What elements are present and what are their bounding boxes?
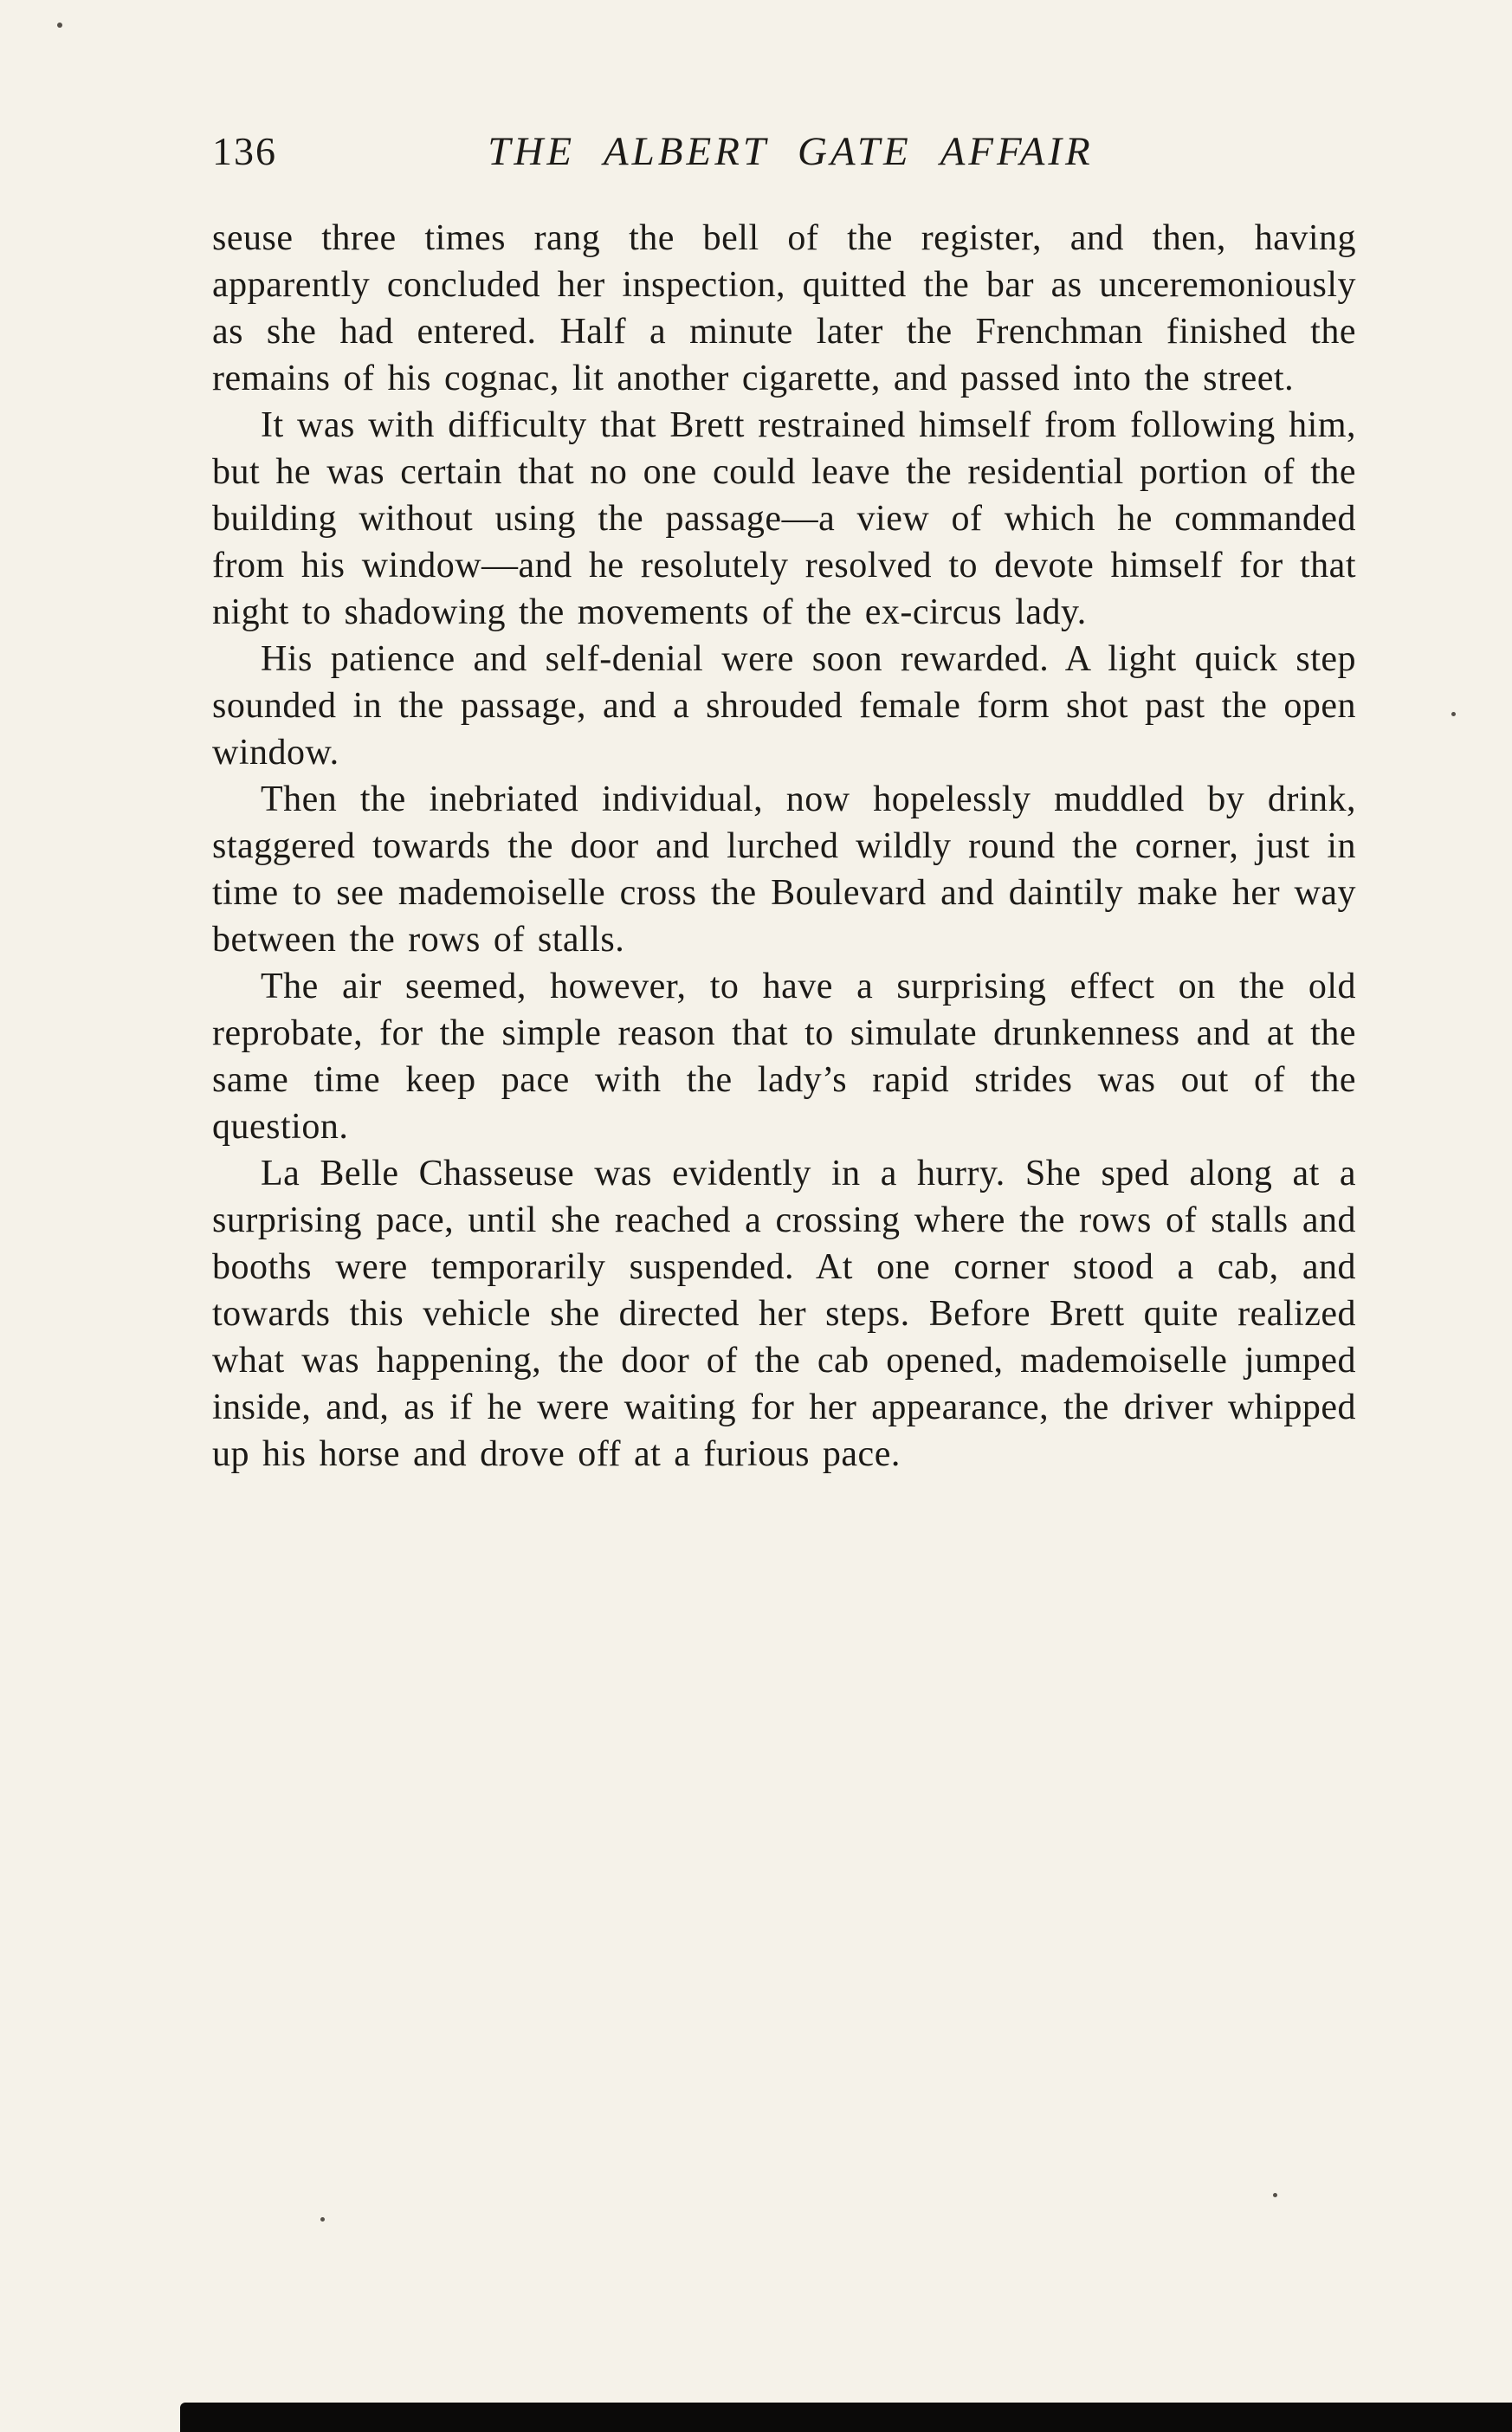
paragraph: It was with difficulty that Brett restrained himself from following him, but he was certain that no one could leave the residential portion of the building without using the passage—a view of which he commanded from his window—and he resolutely resolved to devote himself for that night to shadowing the movements of the ex-circus lady. bbox=[212, 405, 1356, 632]
paragraph: La Belle Chasseuse was evidently in a hurry. She sped along at a surprising pace, until she reached a crossing where the rows of stalls and booths were temporarily suspended. At one corner stood a cab, and towards this vehicle she directed her steps. Before Brett quite realized what was happening, the door of the cab opened, mademoiselle jumped inside, and, as if he were waiting for her appearance, the driver whipped up his horse and drove off at a furious pace. bbox=[212, 1154, 1356, 1474]
body-text bbox=[212, 215, 1356, 1478]
scan-speck bbox=[320, 2217, 325, 2222]
paragraph: Then the inebriated individual, now hopelessly muddled by drink, staggered towards the door and lurched wildly round the corner, just in time to see mademoiselle cross the Boulevard and daintily make her way between the rows of stalls. bbox=[212, 779, 1356, 960]
page-title: THE ALBERT GATE AFFAIR bbox=[488, 129, 1094, 174]
scan-speck bbox=[1273, 2193, 1277, 2197]
paragraph: seuse three times rang the bell of the register, and then, having apparently concluded her inspection, quitted the bar as unceremoniously as she had entered. Half a minute later the Frenchman finished the remains of his cognac, lit another cigarette, and passed into the street. bbox=[212, 218, 1356, 398]
paragraph: The air seemed, however, to have a surprising effect on the old reprobate, for the simple reason that to simulate drunkenness and at the same time keep pace with the lady’s rapid strides was out of the question. bbox=[212, 967, 1356, 1147]
page-number: 136 bbox=[212, 129, 277, 173]
scan-artifact-bar bbox=[180, 2403, 1512, 2432]
paragraph: His patience and self-denial were soon rewarded. A light quick step sounded in the passage, and a shrouded female form shot past the open window. bbox=[212, 639, 1356, 773]
scan-speck bbox=[1451, 712, 1456, 716]
scan-speck bbox=[57, 23, 62, 28]
page-header bbox=[212, 128, 1356, 175]
page-content bbox=[212, 128, 1356, 1478]
